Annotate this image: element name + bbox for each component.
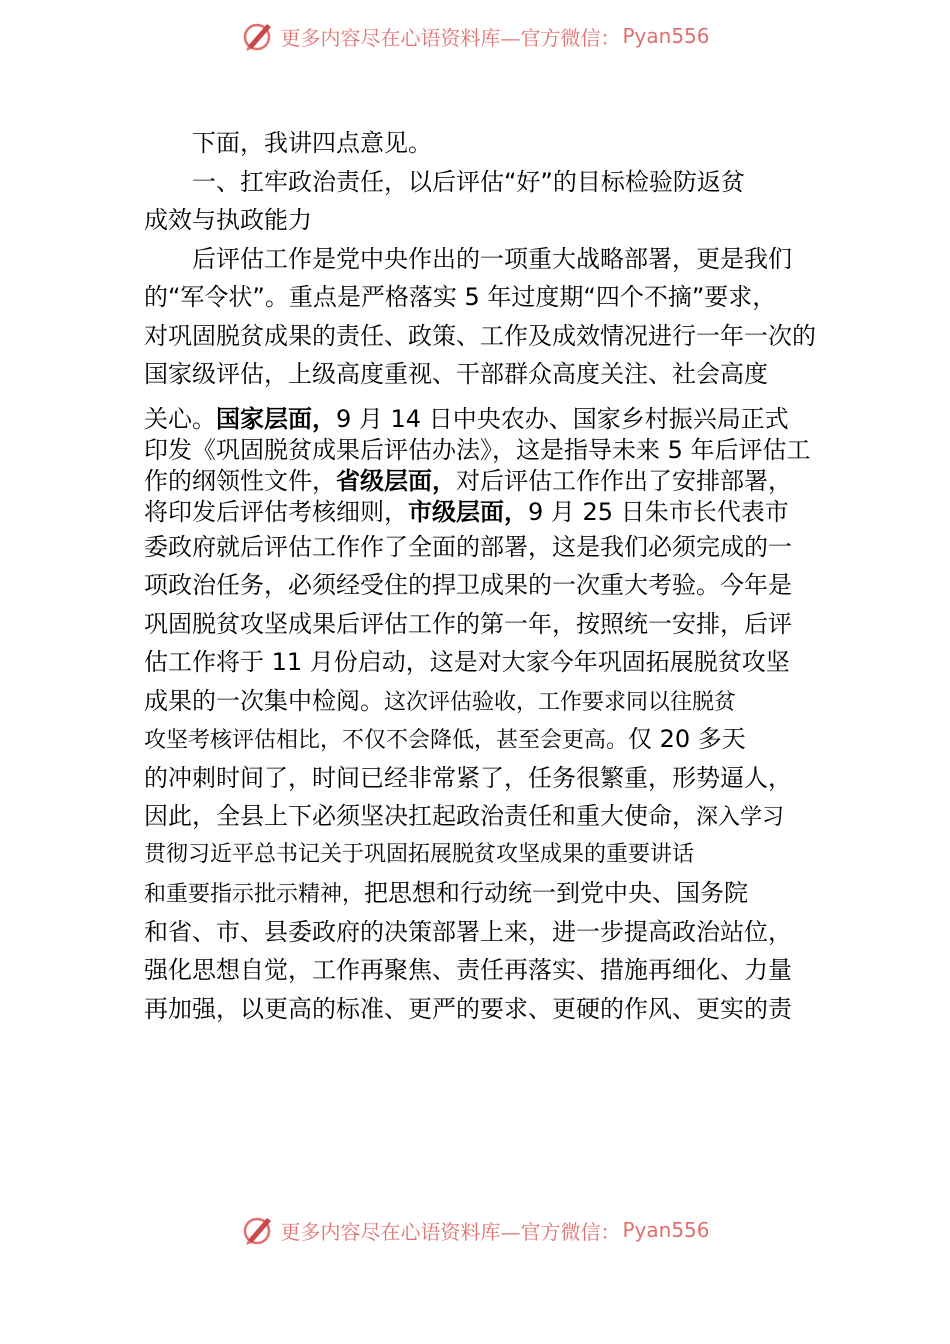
section-heading-line: 一、扛牢政治责任，以后评估“好”的目标检验防返贫 <box>192 167 745 196</box>
paragraph-line: 项政治任务，必须经受住的捍卫成果的一次重大考验。今年是 <box>144 571 792 599</box>
paragraph-line <box>144 404 820 435</box>
text-run: 成果的一次集中检阅。 <box>144 686 384 715</box>
paragraph-line: 强化思想自觉，工作再聚焦、责任再落实、措施再细化、力量 <box>144 956 792 984</box>
bold-run: 省级层面， <box>336 466 456 495</box>
paragraph-line: 下面，我讲四点意见。 <box>192 129 432 157</box>
paragraph-line <box>144 497 820 528</box>
text-run: 把思想和行动统一到党中央、国务院 <box>364 879 749 907</box>
pen-logo-icon <box>240 1212 276 1248</box>
paragraph-line: 委政府就后评估工作作了全面的部署，这是我们必须完成的一 <box>144 532 792 561</box>
paragraph-line: 国家级评估，上级高度重视、干部群众高度关注、社会高度 <box>144 360 768 388</box>
paragraph-line <box>144 466 820 497</box>
paragraph-line <box>144 682 820 721</box>
watermark-wechat-id: Pyan556 <box>622 24 710 48</box>
serif-run: 和重要指示批示精神， <box>144 882 365 907</box>
paragraph-line: 对巩固脱贫成果的责任、政策、工作及成效情况进行一年一次的 <box>144 321 816 350</box>
footer-watermark <box>0 1210 950 1250</box>
text-run: 仅 20 多天 <box>628 725 746 753</box>
paragraph-line: 的“军令状”。重点是严格落实 5 年过度期“四个不摘”要求， <box>144 283 777 311</box>
paragraph-line <box>144 797 820 836</box>
text-run: 作的纲领性文件， <box>144 466 336 495</box>
pen-logo-icon <box>240 18 276 54</box>
serif-run: 深入学习 <box>696 805 785 830</box>
text-run: 9 月 14 日中央农办、国家乡村振兴局正式 <box>336 404 789 433</box>
paragraph-line: 再加强，以更高的标准、更严的要求、更硬的作风、更实的责 <box>144 994 792 1023</box>
text-run: 将印发后评估考核细则， <box>144 497 408 526</box>
section-heading-line: 成效与执政能力 <box>144 206 312 234</box>
paragraph-line: 和省、市、县委政府的决策部署上来，进一步提高政治站位， <box>144 917 792 946</box>
paragraph-line <box>144 720 820 759</box>
paragraph-line: 的冲刺时间了，时间已经非常紧了，任务很繁重，形势逼人， <box>144 763 792 792</box>
text-run: 关心。 <box>144 404 216 433</box>
text-run: 对后评估工作作出了安排部署， <box>456 466 792 495</box>
paragraph-line: 估工作将于 11 月份启动，这是对大家今年巩固拓展脱贫攻坚 <box>144 648 790 676</box>
text-run: 9 月 25 日朱市长代表市 <box>528 497 789 526</box>
paragraph-line: 贯彻习近平总书记关于巩固拓展脱贫攻坚成果的重要讲话 <box>144 841 695 867</box>
document-body <box>144 124 820 1028</box>
header-watermark <box>0 16 950 56</box>
watermark-wechat-id: Pyan556 <box>622 1218 710 1242</box>
paragraph-line <box>144 874 820 913</box>
text-run: 因此，全县上下必须坚决扛起政治责任和重大使命， <box>144 802 696 830</box>
paragraph-line: 印发《巩固脱贫成果后评估办法》，这是指导未来 5 年后评估工 <box>144 435 811 464</box>
paragraph-line: 后评估工作是党中央作出的一项重大战略部署，更是我们 <box>192 244 792 273</box>
bold-run: 市级层面， <box>408 497 528 526</box>
bold-run: 国家层面， <box>216 404 336 433</box>
watermark-text: 更多内容尽在心语资料库—官方微信： <box>280 25 621 50</box>
serif-run: 攻坚考核评估相比，不仅不会降低，甚至会更高。 <box>144 728 629 753</box>
watermark-text: 更多内容尽在心语资料库—官方微信： <box>280 1219 621 1244</box>
paragraph-line: 巩固脱贫攻坚成果后评估工作的第一年，按照统一安排，后评 <box>144 609 792 638</box>
serif-run: 这次评估验收，工作要求同以往脱贫 <box>384 689 737 715</box>
